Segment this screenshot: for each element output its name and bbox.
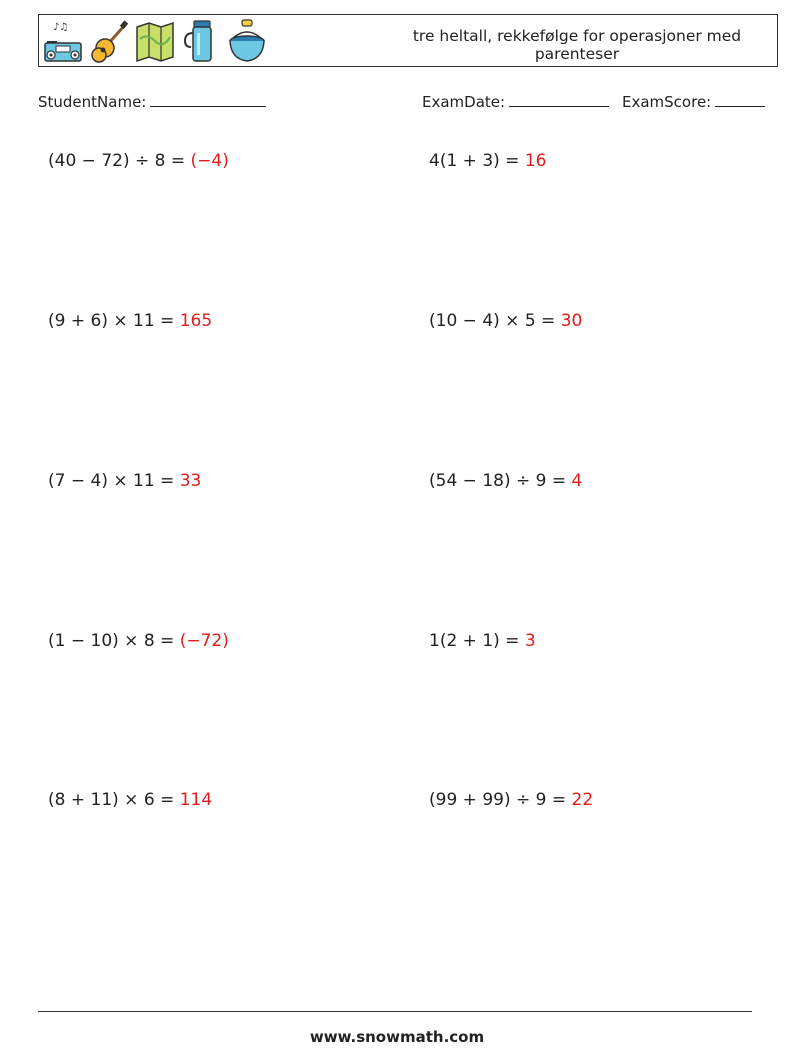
bucket-icon: [227, 19, 267, 63]
footer-divider: [38, 1011, 752, 1012]
radio-icon: [43, 19, 83, 63]
map-icon: [135, 19, 175, 63]
problem-1: [48, 151, 229, 171]
problem-answer: (−72): [179, 631, 229, 651]
problem-expression: (8 + 11) × 6 =: [48, 790, 180, 810]
problem-8: [429, 631, 536, 651]
worksheet-title: tre heltall, rekkefølge for operasjoner med parenteser: [412, 27, 742, 63]
problem-3: [48, 311, 212, 331]
thermos-icon: [181, 19, 221, 63]
problem-10: [429, 790, 593, 810]
header-icons: [43, 19, 267, 63]
problem-answer: 3: [524, 631, 536, 651]
problem-answer: 33: [179, 471, 202, 491]
problem-5: [48, 471, 201, 491]
student-name-blank[interactable]: [150, 92, 266, 107]
problem-4: [429, 311, 582, 331]
exam-date-blank[interactable]: [509, 92, 609, 107]
problem-expression: (99 + 99) ÷ 9 =: [429, 790, 572, 810]
svg-text:♪♫: ♪♫: [53, 22, 69, 33]
problem-answer: (−4): [190, 151, 229, 171]
problem-expression: (1 − 10) × 8 =: [48, 631, 180, 651]
student-name-label: StudentName:: [38, 93, 147, 111]
problem-7: [48, 631, 229, 651]
problem-expression: (54 − 18) ÷ 9 =: [429, 471, 572, 491]
footer-url[interactable]: www.snowmath.com: [309, 1028, 485, 1046]
guitar-icon: [89, 19, 129, 63]
problem-6: [429, 471, 582, 491]
problem-answer: 4: [571, 471, 583, 491]
problem-expression: (9 + 6) × 11 =: [48, 311, 180, 331]
problem-2: [429, 151, 546, 171]
problem-9: [48, 790, 212, 810]
exam-date-field[interactable]: [422, 92, 609, 111]
problem-expression: (7 − 4) × 11 =: [48, 471, 180, 491]
problem-expression: 1(2 + 1) =: [429, 631, 525, 651]
worksheet-header: [38, 14, 778, 67]
exam-score-field[interactable]: [622, 92, 765, 111]
problem-answer: 114: [179, 790, 213, 810]
problem-expression: (10 − 4) × 5 =: [429, 311, 561, 331]
problem-expression: (40 − 72) ÷ 8 =: [48, 151, 191, 171]
exam-score-blank[interactable]: [715, 92, 765, 107]
problem-expression: 4(1 + 3) =: [429, 151, 525, 171]
exam-date-label: ExamDate:: [422, 93, 506, 111]
problem-answer: 16: [524, 151, 547, 171]
problem-answer: 165: [179, 311, 213, 331]
student-name-field[interactable]: [38, 92, 266, 111]
problem-answer: 30: [560, 311, 583, 331]
exam-score-label: ExamScore:: [622, 93, 712, 111]
problem-answer: 22: [571, 790, 594, 810]
